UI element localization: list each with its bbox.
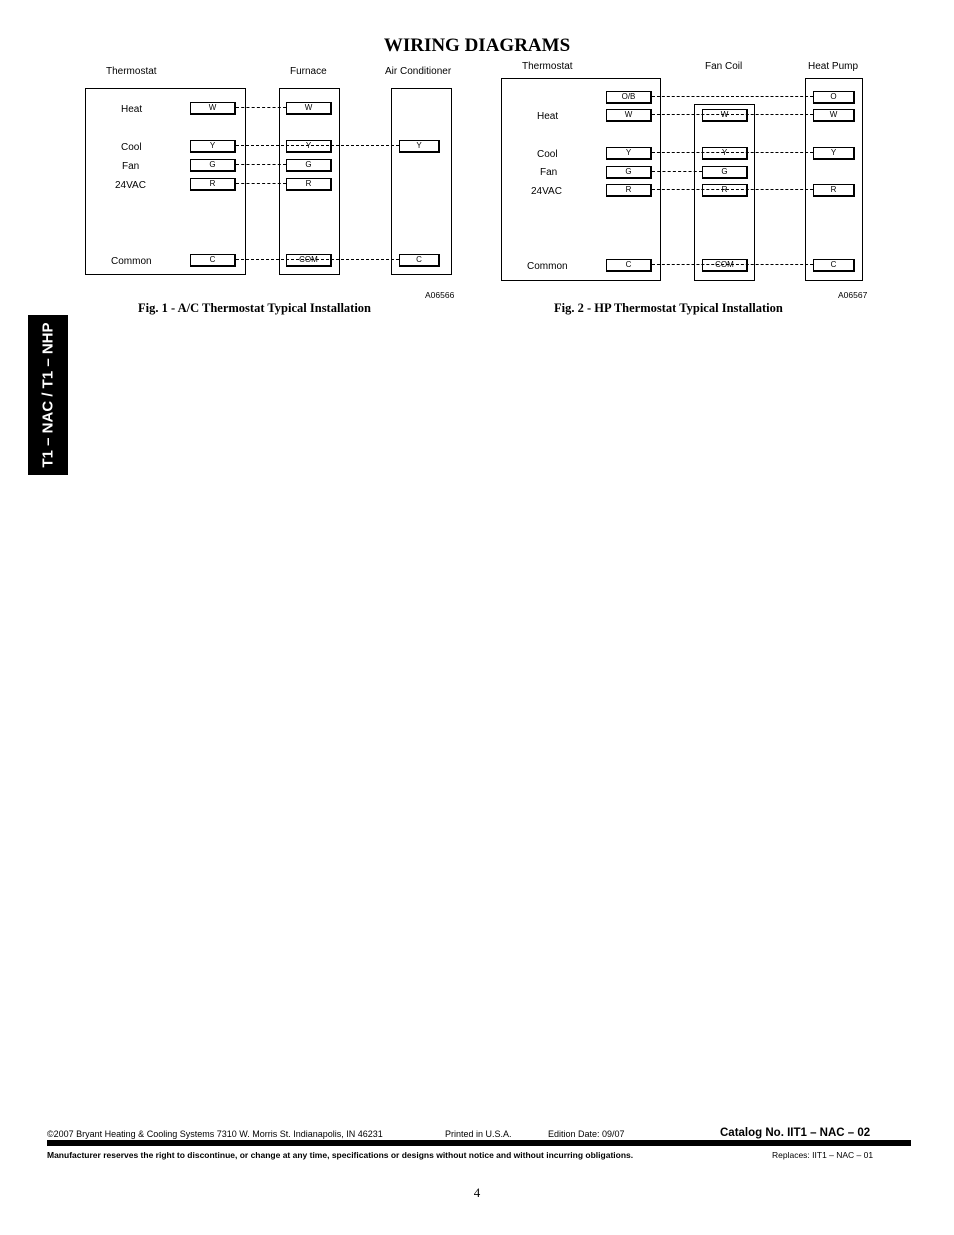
fig1-furnace-terminal-w: W: [286, 102, 332, 115]
fig2-fancoil-terminal-g: G: [702, 166, 748, 179]
fig1-thermostat-terminal-r: R: [190, 178, 236, 191]
fig1-ac-terminal-c: C: [399, 254, 440, 267]
fig2-heat-label: Heat: [537, 111, 559, 122]
fig2-fan-label: Fan: [540, 167, 558, 178]
fig2-thermostat-terminal-c: C: [606, 259, 652, 272]
fig1-thermostat-title: Thermostat: [106, 66, 157, 77]
fig1-cool-label: Cool: [121, 142, 142, 153]
fig1-ac-terminal-y: Y: [399, 140, 440, 153]
fig2-fancoil-terminal-com: COM: [702, 259, 748, 272]
fig1-wire-c: [236, 259, 399, 260]
fig1-24vac-label: 24VAC: [115, 180, 146, 191]
fig1-common-label: Common: [111, 256, 152, 267]
fig1-furnace-terminal-r: R: [286, 178, 332, 191]
fig1-fan-label: Fan: [122, 161, 140, 172]
fig1-thermostat-terminal-c: C: [190, 254, 236, 267]
side-tab: [28, 315, 68, 475]
footer-rule: [47, 1140, 911, 1146]
fig1-wire-y: [236, 145, 399, 146]
fig2-24vac-label: 24VAC: [531, 186, 562, 197]
fig2-fancoil-terminal-w: W: [702, 109, 748, 122]
page-title: WIRING DIAGRAMS: [383, 35, 571, 56]
fig2-wire-r: [652, 189, 813, 190]
fig2-heatpump-terminal-y: Y: [813, 147, 855, 160]
footer-printed: Printed in U.S.A.: [445, 1129, 512, 1139]
fig1-heat-label: Heat: [121, 104, 143, 115]
footer-edition: Edition Date: 09/07: [548, 1129, 625, 1139]
page-number: 4: [473, 1185, 481, 1200]
fig2-thermostat-terminal-w: W: [606, 109, 652, 122]
fig1-wire-g: [236, 164, 286, 165]
fig1-furnace-title: Furnace: [290, 66, 327, 77]
fig2-heatpump-terminal-c: C: [813, 259, 855, 272]
fig2-thermostat-terminal-y: Y: [606, 147, 652, 160]
fig1-ac-box: [391, 88, 452, 275]
footer-disclaimer: Manufacturer reserves the right to discontinue, or change at any time, specifications or designs without notice and without incurring obligations.: [47, 1150, 634, 1160]
fig1-thermostat-terminal-y: Y: [190, 140, 236, 153]
fig2-thermostat-terminal-ob: O/B: [606, 91, 652, 104]
fig2-thermostat-title: Thermostat: [522, 61, 573, 72]
fig1-thermostat-terminal-g: G: [190, 159, 236, 172]
fig2-fancoil-title: Fan Coil: [705, 61, 743, 72]
fig2-caption: Fig. 2 - HP Thermostat Typical Installation: [554, 301, 783, 315]
fig2-wire-c: [652, 264, 813, 265]
fig2-fancoil-terminal-r: R: [702, 184, 748, 197]
fig2-heatpump-terminal-o: O: [813, 91, 855, 104]
side-tab-label: T1 – NAC / T1 – NHP: [39, 322, 57, 468]
fig2-code: A06567: [838, 290, 868, 300]
fig2-wire-g: [652, 171, 702, 172]
fig1-thermostat-terminal-w: W: [190, 102, 236, 115]
footer-replaces: Replaces: IIT1 – NAC – 01: [772, 1150, 874, 1160]
footer-copyright: ©2007 Bryant Heating & Cooling Systems 7310 W. Morris St. Indianapolis, IN 46231: [47, 1129, 383, 1139]
fig1-furnace-terminal-g: G: [286, 159, 332, 172]
fig2-common-label: Common: [527, 261, 568, 272]
footer-catalog: Catalog No. IIT1 – NAC – 02: [720, 1127, 871, 1139]
fig1-ac-title: Air Conditioner: [385, 66, 452, 77]
fig1-wire-r: [236, 183, 286, 184]
fig1-furnace-terminal-com: COM: [286, 254, 332, 267]
fig2-thermostat-terminal-r: R: [606, 184, 652, 197]
fig1-furnace-terminal-y: Y: [286, 140, 332, 153]
fig2-heatpump-title: Heat Pump: [808, 61, 859, 72]
fig1-wire-w: [236, 107, 286, 108]
fig2-fancoil-terminal-y: Y: [702, 147, 748, 160]
fig2-heatpump-terminal-r: R: [813, 184, 855, 197]
fig2-cool-label: Cool: [537, 149, 558, 160]
fig2-wire-w: [652, 114, 813, 115]
fig2-wire-y: [652, 152, 813, 153]
fig2-heatpump-terminal-w: W: [813, 109, 855, 122]
fig2-wire-ob: [652, 96, 813, 97]
fig1-code: A06566: [425, 290, 455, 300]
fig2-thermostat-terminal-g: G: [606, 166, 652, 179]
fig1-caption: Fig. 1 - A/C Thermostat Typical Installation: [138, 301, 372, 315]
